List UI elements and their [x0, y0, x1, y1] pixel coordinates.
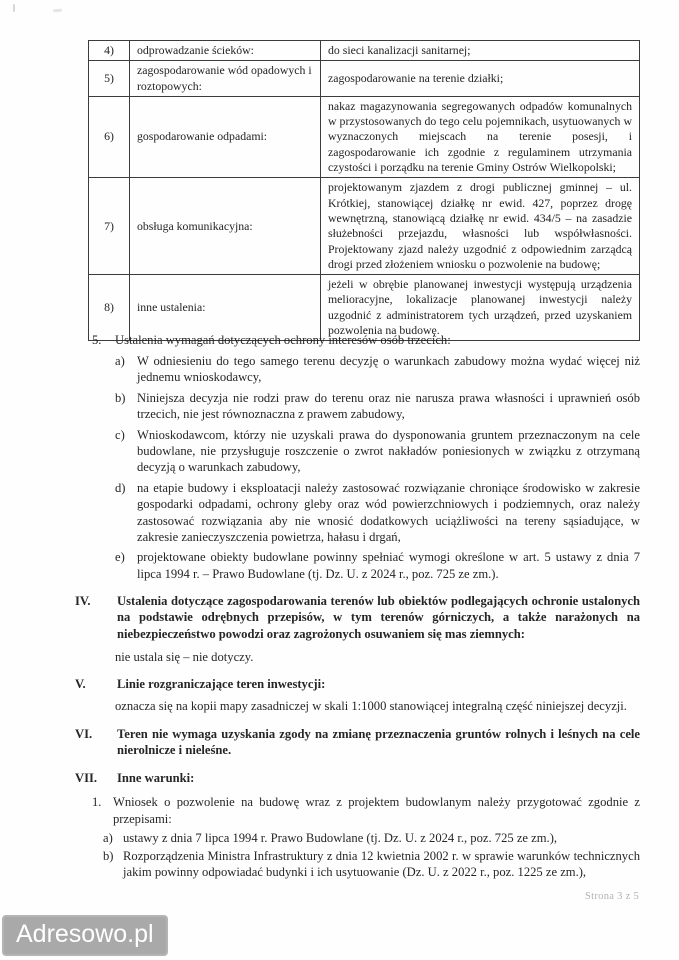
row-number: 5): [89, 61, 130, 97]
document-body: [73, 332, 640, 882]
item-title: Ustalenia wymagań dotyczących ochrony interesów osób trzecich:: [115, 333, 451, 347]
item-text: Wnioskodawcom, którzy nie uzyskali prawa do dysponowania gruntem przeznaczonym na cele budowlane, nie przysługuje roszczenie o zwrot nakładów poniesionych w związku z otrzymaną decyzją o warunkach zabudowy,: [137, 428, 640, 475]
table-row: [89, 178, 640, 275]
section-numeral: VII.: [75, 770, 98, 785]
scan-noise-mark: [13, 4, 15, 12]
item-marker: b): [103, 849, 114, 864]
list-item: [115, 390, 640, 422]
section-iv-body: nie ustala się – nie dotyczy.: [115, 649, 254, 664]
row-value: nakaz magazynowania segregowanych odpadów komunalnych w przystosowanych do tego celu pojemnikach, usytuowanych w wyznaczonych miejscach na terenie posesji, i zagospodarowanie ich zgodnie z regulaminem utrzymania czystości i porządku na terenie Gminy Ostrów Wielkopolski;: [321, 96, 640, 177]
row-label: gospodarowanie odpadami:: [130, 96, 321, 177]
item-marker: b): [115, 391, 126, 406]
row-label: zagospodarowanie wód opadowych i roztopowych:: [130, 61, 321, 97]
item-marker: a): [115, 354, 125, 369]
section-numeral: VI.: [75, 726, 93, 741]
row-number: 8): [89, 275, 130, 341]
item-text: na etapie budowy i eksploatacji należy zastosować rozwiązanie chroniące środowisko w zakresie gospodarki odpadami, ochrony gleby oraz wód powierzchniowych i podziemnych, oraz należy zastosować rozwiązania aby nie wnosić dodatkowych uciążliwości na tereny sąsiadujące, w zakresie zanieczyszczenia powietrza, hałasu i drgań,: [137, 481, 640, 544]
item-text: Wniosek o pozwolenie na budowę wraz z projektem budowlanym należy przygotować zgodnie z przepisami:: [113, 795, 640, 826]
row-label: obsługa komunikacyjna:: [130, 178, 321, 275]
list-item-5: [92, 332, 640, 348]
section-v-body: oznacza się na kopii mapy zasadniczej w skali 1:1000 stanowiącej integralną część niniejszej decyzji.: [115, 699, 627, 714]
row-value: projektowanym zjazdem z drogi publicznej gminnej – ul. Krótkiej, stanowiącej działkę nr ewid. 427, poprzez drogę wewnętrzną, stanowiącą działkę nr ewid. 434/5 – na zasadzie służebności przejazdu, własności lub współwłasności. Projektowany zjazd należy uzgodnić z odpowiednim zarządcą drogi przed złożeniem wniosku o pozwolenie na budowę;: [321, 178, 640, 275]
section-vii-heading: [73, 770, 640, 787]
section-numeral: V.: [75, 676, 86, 691]
section-numeral: IV.: [75, 593, 91, 608]
table-row: [89, 96, 640, 177]
section-iv-heading: [73, 593, 640, 643]
section-title: Ustalenia dotyczące zagospodarowania terenów lub obiektów podlegających ochronie ustalonych na podstawie odrębnych przepisów, w tym terenów górniczych, a także narażonych na niebezpieczeństwo powodzi oraz zagrożonych osuwaniem się mas ziemnych:: [117, 593, 640, 642]
list-item: [115, 353, 640, 385]
item5-sublist: [115, 353, 640, 582]
row-number: 6): [89, 96, 130, 177]
item-marker: c): [115, 428, 125, 443]
row-number: 7): [89, 178, 130, 275]
row-value: do sieci kanalizacji sanitarnej;: [321, 41, 640, 61]
item-marker: e): [115, 550, 125, 565]
list-item: [115, 427, 640, 476]
list-item: [115, 549, 640, 581]
table-row: [89, 41, 640, 61]
item-marker: d): [115, 481, 126, 496]
item-text: Niniejsza decyzja nie rodzi praw do terenu oraz nie narusza prawa własności i uprawnień osób trzecich, nie jest równoznaczna z prawem zabudowy,: [137, 391, 640, 422]
section-title: Linie rozgraniczające teren inwestycji:: [117, 676, 326, 691]
vii-sublist: [103, 830, 640, 881]
conditions-table: [88, 40, 640, 341]
section-v-heading: [73, 676, 640, 693]
list-item: [115, 480, 640, 545]
section-title: Inne warunki:: [117, 770, 195, 785]
adresowo-watermark: Adresowo.pl: [2, 915, 168, 956]
row-value: jeżeli w obrębie planowanej inwestycji występują urządzenia melioracyjne, lokalizacje planowanej inwestycji należy uzgodnić z administratorem tych urządzeń, przed uzyskaniem pozwolenia na budowę.: [321, 275, 640, 341]
item-number: 5.: [92, 333, 102, 347]
row-label: inne ustalenia:: [130, 275, 321, 341]
table-row: [89, 275, 640, 341]
item-text: Rozporządzenia Ministra Infrastruktury z dnia 12 kwietnia 2002 r. w sprawie warunków technicznych jakim powinny odpowiadać budynki i ich usytuowanie (Dz. U. z 2022 r., poz. 1225 ze zm.),: [123, 849, 640, 880]
vii-list-item-1: [92, 794, 640, 826]
page-number-footer: Strona 3 z 5: [585, 891, 640, 902]
item-marker: a): [103, 830, 113, 845]
row-label: odprowadzanie ścieków:: [130, 41, 321, 61]
list-item: [103, 830, 640, 846]
section-title: Teren nie wymaga uzyskania zgody na zmianę przeznaczenia gruntów rolnych i leśnych na cele nierolnicze i nieleśne.: [117, 726, 640, 758]
list-item: [103, 848, 640, 880]
table-row: [89, 61, 640, 97]
section-vi-heading: [73, 726, 640, 759]
item-text: projektowane obiekty budowlane powinny spełniać wymogi określone w art. 5 ustawy z dnia 7 lipca 1994 r. – Prawo Budowlane (tj. Dz. U. z 2024 r., poz. 725 ze zm.).: [137, 550, 640, 581]
row-value: zagospodarowanie na terenie działki;: [321, 61, 640, 97]
item-text: W odniesieniu do tego samego terenu decyzję o warunkach zabudowy można wydać więcej niż jednemu wnioskodawcy,: [137, 354, 640, 385]
item-text: ustawy z dnia 7 lipca 1994 r. Prawo Budowlane (tj. Dz. U. z 2024 r., poz. 725 ze zm.),: [123, 830, 558, 845]
row-number: 4): [89, 41, 130, 61]
scan-noise-mark: [53, 9, 62, 13]
item-number: 1.: [92, 795, 102, 810]
